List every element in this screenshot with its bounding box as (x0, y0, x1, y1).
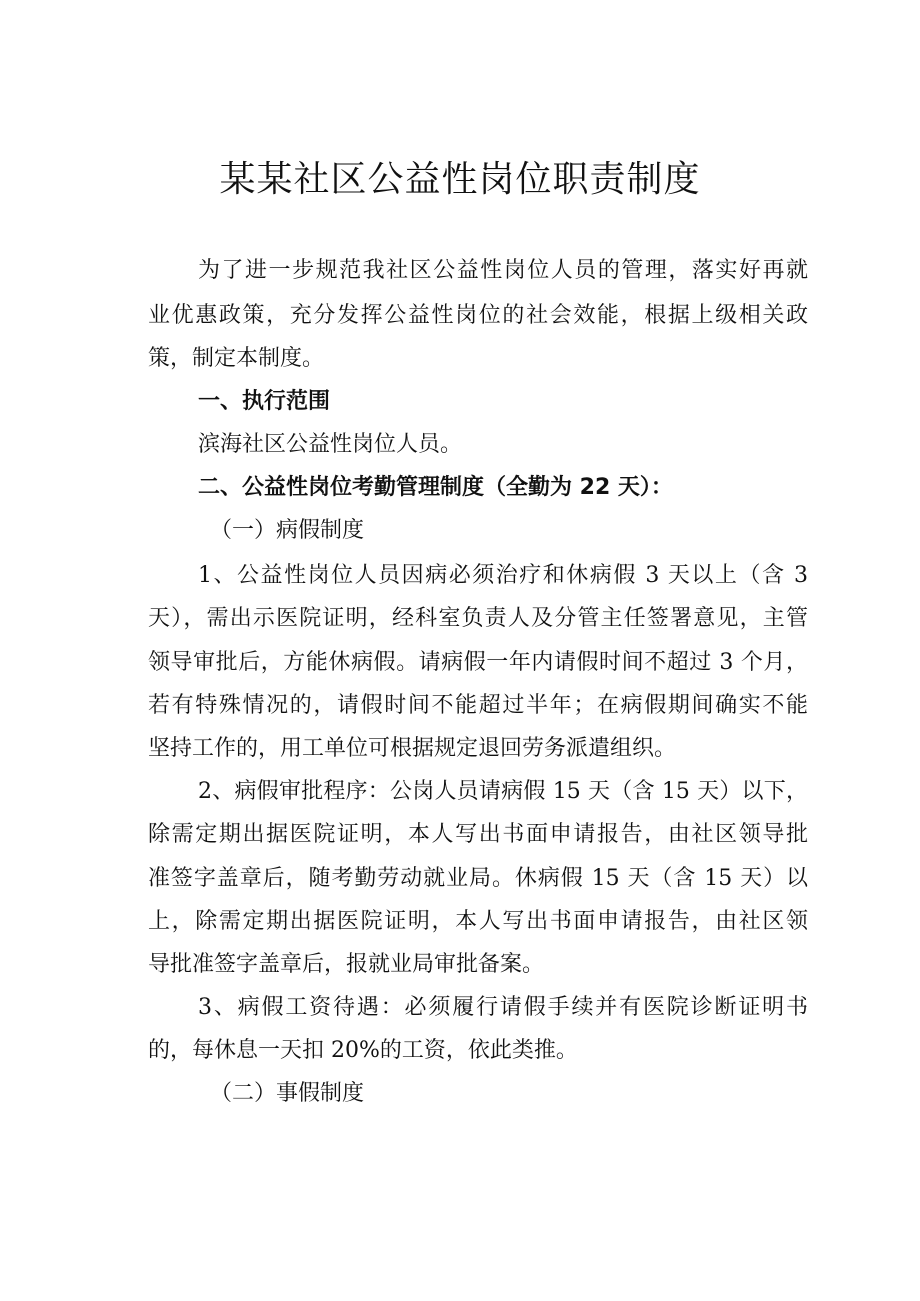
section-2-heading: 二、公益性岗位考勤管理制度（全勤为 22 天）： (198, 475, 673, 500)
intro-line-3: 策，制定本制度。 (148, 346, 325, 371)
section-1-heading: 一、执行范围 (198, 389, 331, 414)
document-title: 某某社区公益性岗位职责制度 (219, 159, 701, 200)
subsection-2-heading: （二）事假制度 (210, 1081, 365, 1106)
item-2-line-3: 准签字盖章后，随考勤劳动就业局。休病假 15 天（含 15 天）以 (148, 866, 808, 891)
item-1-line-2: 天），需出示医院证明，经科室负责人及分管主任签署意见，主管 (148, 606, 808, 631)
item-2-line-4: 上，除需定期出据医院证明，本人写出书面申请报告，由社区领 (148, 909, 808, 934)
item-2-line-1: 2、病假审批程序：公岗人员请病假 15 天（含 15 天）以下， (198, 779, 808, 804)
item-2-line-2: 除需定期出据医院证明，本人写出书面申请报告，由社区领导批 (148, 822, 808, 847)
item-1-line-4: 若有特殊情况的，请假时间不能超过半年；在病假期间确实不能 (148, 693, 808, 718)
item-1-line-3: 领导审批后，方能休病假。请病假一年内请假时间不超过 3 个月， (148, 650, 808, 675)
item-1-line-1: 1、公益性岗位人员因病必须治疗和休病假 3 天以上（含 3 (198, 563, 808, 588)
intro-line-2: 业优惠政策，充分发挥公益性岗位的社会效能，根据上级相关政 (148, 303, 808, 328)
intro-line-1: 为了进一步规范我社区公益性岗位人员的管理，落实好再就 (198, 258, 808, 283)
subsection-1-heading: （一）病假制度 (210, 518, 365, 543)
item-1-line-5: 坚持工作的，用工单位可根据规定退回劳务派遣组织。 (148, 736, 677, 761)
item-3-line-1: 3、病假工资待遇：必须履行请假手续并有医院诊断证明书 (198, 995, 808, 1020)
item-2-line-5: 导批准签字盖章后，报就业局审批备案。 (148, 952, 545, 977)
section-1-text: 滨海社区公益性岗位人员。 (198, 432, 463, 457)
item-3-line-2: 的，每休息一天扣 20%的工资，依此类推。 (148, 1038, 578, 1063)
